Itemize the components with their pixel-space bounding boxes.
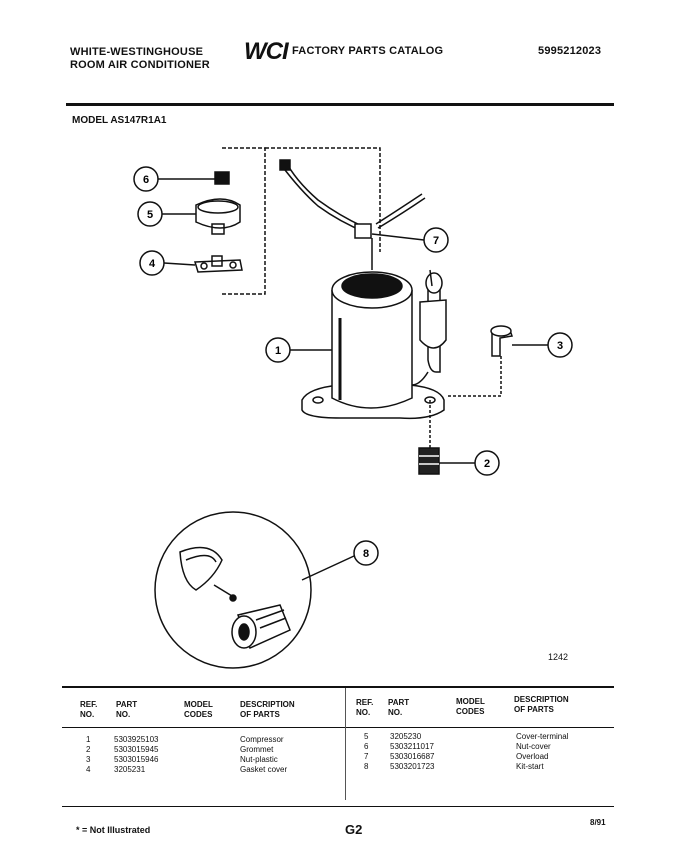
catalog-date: 8/91 [590, 818, 606, 827]
catalog-title: FACTORY PARTS CATALOG [292, 45, 444, 57]
table-header-rule [62, 727, 614, 728]
page-number: G2 [345, 822, 363, 837]
svg-text:2: 2 [483, 458, 491, 470]
nut-plastic-part [448, 326, 512, 396]
hdr-part-left: PART NO. [116, 700, 138, 719]
overload-part [280, 160, 425, 270]
brand-line-1: WHITE-WESTINGHOUSE [70, 46, 204, 58]
catalog-number: 5995212023 [538, 45, 602, 57]
callout-5 [138, 202, 162, 226]
brand-line-2: ROOM AIR CONDITIONER [70, 59, 210, 71]
table-top-rule [62, 686, 614, 688]
nut-cover-part [215, 172, 229, 184]
hdr-model-right: MODEL CODES [456, 697, 485, 716]
svg-text:6: 6 [142, 174, 150, 186]
svg-text:1: 1 [274, 345, 282, 357]
start-kit-part [155, 512, 311, 668]
wci-logo: WCI [244, 38, 288, 65]
table-bottom-rule [62, 806, 614, 807]
svg-text:7: 7 [432, 235, 440, 247]
hdr-model-left: MODEL CODES [184, 700, 213, 719]
callout-7 [424, 228, 448, 252]
hdr-part-right: PART NO. [388, 698, 410, 717]
callout-1 [266, 338, 290, 362]
terminal-cover-part [196, 199, 240, 234]
callout-3 [548, 333, 572, 357]
svg-text:3: 3 [556, 340, 564, 352]
svg-text:4: 4 [148, 258, 156, 270]
hdr-desc-right: DESCRIPTION OF PARTS [514, 695, 569, 714]
callout-8 [354, 541, 378, 565]
not-illustrated-note: * = Not Illustrated [76, 825, 151, 835]
hdr-ref-left: REF. NO. [80, 700, 98, 719]
svg-text:5: 5 [146, 209, 154, 221]
model-label: MODEL AS147R1A1 [72, 115, 167, 126]
callout-6 [134, 167, 158, 191]
callout-2 [475, 451, 499, 475]
callout-4 [140, 251, 164, 275]
compressor-part [302, 270, 446, 418]
gasket-cover-part [195, 256, 242, 272]
figure-number: 1242 [548, 652, 569, 662]
hdr-desc-left: DESCRIPTION OF PARTS [240, 700, 295, 719]
svg-text:8: 8 [362, 548, 370, 560]
hdr-ref-right: REF. NO. [356, 698, 374, 717]
